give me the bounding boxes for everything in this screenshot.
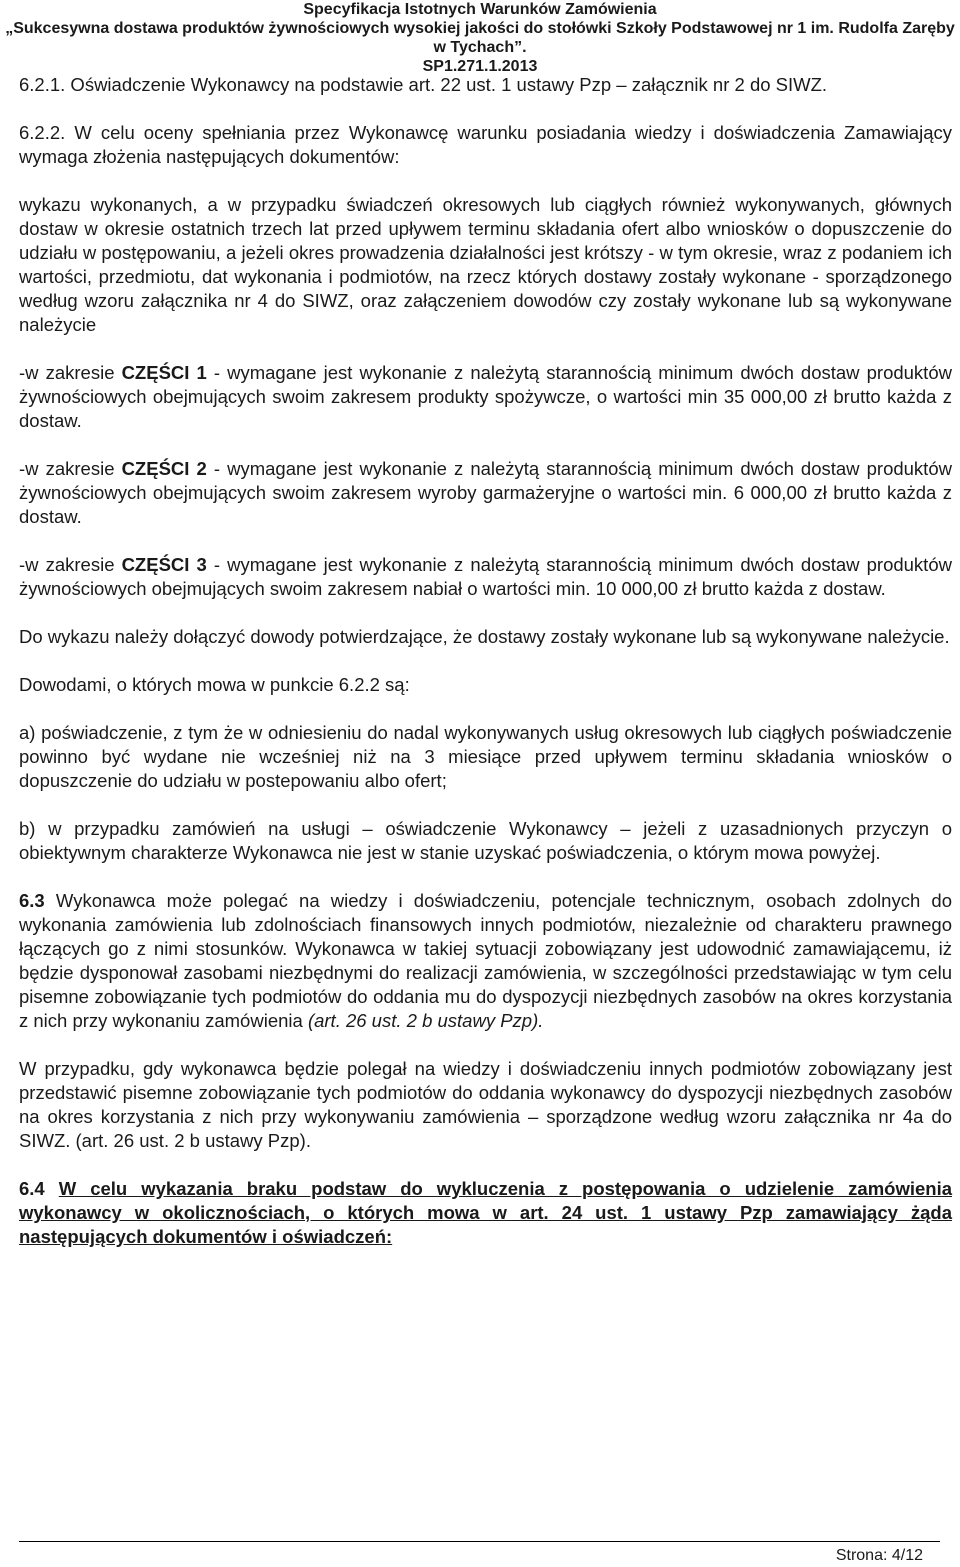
section-6-4-number: 6.4 bbox=[19, 1178, 45, 1199]
header-subject: „Sukcesywna dostawa produktów żywnościowych wysokiej jakości do stołówki Szkoły Podstawowej nr 1 im. Rudolfa Zaręby bbox=[5, 20, 955, 37]
list-item-a: a) poświadczenie, z tym że w odniesieniu do nadal wykonywanych usług okresowych lub ciągłych poświadczenie powinno być wydane nie wcześniej niż na 3 miesiące przed upływem terminu składania wniosków o dopuszczenie do udziału w postepowaniu albo ofert; bbox=[19, 722, 952, 791]
section-6-3 bbox=[19, 889, 952, 1033]
paragraph-czesc-3 bbox=[19, 553, 952, 601]
czesc-2-label: CZĘŚCI 2 bbox=[121, 458, 207, 479]
paragraph-czesc-1 bbox=[19, 361, 952, 433]
czesc-1-text: - wymagane jest wykonanie z należytą starannością minimum dwóch dostaw produktów żywnościowych obejmujących swoim zakresem produkty spożywcze, o wartości min 35 000,00 zł brutto każda z dostaw. bbox=[19, 362, 952, 431]
document-body bbox=[19, 73, 952, 1249]
paragraph-czesc-2 bbox=[19, 457, 952, 529]
paragraph-do-wykazu: Do wykazu należy dołączyć dowody potwierdzające, że dostawy zostały wykonane lub są wykonywane należycie. bbox=[19, 626, 950, 647]
header-subject-cont: w Tychach”. bbox=[433, 39, 527, 56]
section-6-3-number: 6.3 bbox=[19, 890, 45, 911]
czesc-3-label: CZĘŚCI 3 bbox=[121, 554, 207, 575]
czesc-2-text: - wymagane jest wykonanie z należytą starannością minimum dwóch dostaw produktów żywnościowych obejmujących swoim zakresem wyroby garmażeryjne o wartości min. 6 000,00 zł brutto każda z dostaw. bbox=[19, 458, 952, 527]
czesc-2-prefix: -w zakresie bbox=[19, 458, 122, 479]
section-6-3-text: Wykonawca może polegać na wiedzy i doświadczeniu, potencjale technicznym, osobach zdolnych do wykonania zamówienia lub zdolnościach finansowych innych podmiotów, niezależnie od charakteru prawnego łączących go z nimi stosunków. Wykonawca w takiej sytuacji zobowiązany jest udowodnić zamawiającemu, iż będzie dysponował zasobami niezbędnymi do realizacji zamówienia, w szczególności przedstawiając w tym celu pisemne zobowiązanie tych podmiotów do oddania mu do dyspozycji niezbędnych zasobów na okres korzystania z nich przy wykonaniu zamówienia bbox=[19, 890, 952, 1031]
paragraph-wykaz: wykazu wykonanych, a w przypadku świadczeń okresowych lub ciągłych również wykonywanych, głównych dostaw w okresie ostatnich trzech lat przed upływem terminu składania ofert albo wniosków o dopuszczenie do udziału w postępowaniu, a jeżeli okres prowadzenia działalności jest krótszy - w tym okresie, wraz z podaniem ich wartości, przedmiotu, dat wykonania i podmiotów, na rzecz których dostawy zostały wykonane - sporządzonego według wzoru załącznika nr 4 do SIWZ, oraz załączeniem dowodów czy zostały wykonane lub są wykonywane należycie bbox=[19, 194, 952, 335]
section-6-2-1: 6.2.1. Oświadczenie Wykonawcy na podstawie art. 22 ust. 1 ustawy Pzp – załącznik nr 2 do SIWZ. bbox=[19, 74, 828, 95]
document-header bbox=[0, 0, 960, 76]
section-6-3-citation: (art. 26 ust. 2 b ustawy Pzp). bbox=[307, 1010, 544, 1031]
section-6-4-heading: W celu wykazania braku podstaw do wykluczenia z postępowania o udzielenie zamówienia wykonawcy w okolicznościach, o których mowa w art. 24 ust. 1 ustawy Pzp zamawiający żąda następujących dokumentów i oświadczeń: bbox=[19, 1178, 952, 1247]
czesc-1-label: CZĘŚCI 1 bbox=[121, 362, 207, 383]
czesc-1-prefix: -w zakresie bbox=[19, 362, 122, 383]
page-number: Strona: 4/12 bbox=[835, 1547, 923, 1564]
paragraph-w-przypadku: W przypadku, gdy wykonawca będzie polegał na wiedzy i doświadczeniu innych podmiotów zobowiązany jest przedstawić pisemne zobowiązanie tych podmiotów do oddania wykonawcy do dyspozycji niezbędnych zasobów na okres korzystania z nich przy wykonywaniu zamówienia – sporządzone według wzoru załącznika nr 4a do SIWZ. (art. 26 ust. 2 b ustawy Pzp). bbox=[19, 1058, 952, 1151]
header-title: Specyfikacja Istotnych Warunków Zamówienia bbox=[303, 1, 657, 18]
list-item-b: b) w przypadku zamówień na usługi – oświadczenie Wykonawcy – jeżeli z uzasadnionych przyczyn o obiektywnym charakterze Wykonawca nie jest w stanie uzyskać poświadczenia, o którym mowa powyżej. bbox=[19, 818, 952, 863]
section-6-4 bbox=[19, 1177, 952, 1249]
section-6-2-2: 6.2.2. W celu oceny spełniania przez Wykonawcę warunku posiadania wiedzy i doświadczenia Zamawiający wymaga złożenia następujących dokumentów: bbox=[19, 122, 952, 167]
czesc-3-text: - wymagane jest wykonanie z należytą starannością minimum dwóch dostaw produktów żywnościowych obejmujących swoim zakresem nabiał o wartości min. 10 000,00 zł brutto każda z dostaw. bbox=[19, 554, 952, 599]
paragraph-dowodami: Dowodami, o których mowa w punkcie 6.2.2 są: bbox=[19, 674, 410, 695]
footer-divider bbox=[19, 1541, 940, 1542]
header-reference: SP1.271.1.2013 bbox=[422, 58, 538, 75]
czesc-3-prefix: -w zakresie bbox=[19, 554, 122, 575]
